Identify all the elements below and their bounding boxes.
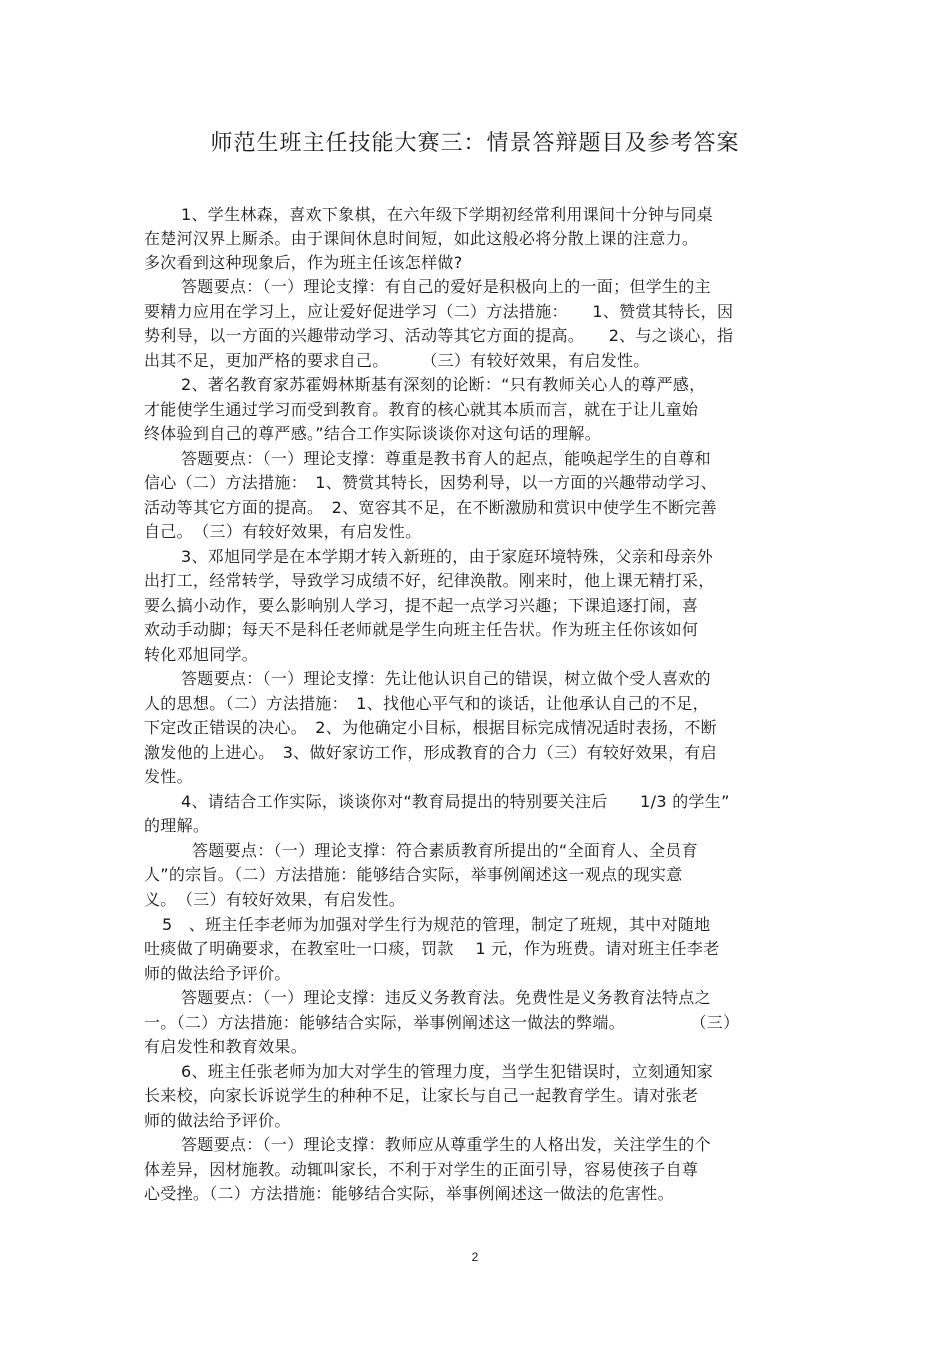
text-line: 答题要点：（一）理论支撑：教师应从尊重学生的人格出发，关注学生的个 [181,1135,711,1154]
text-line: 出打工，经常转学，导致学习成绩不好，纪律涣散。刚来时，他上课无精打采， [144,571,715,590]
text-line: 长来校，向家长诉说学生的种种不足，让家长与自己一起教育学生。请对张老 [144,1086,699,1105]
text-line: 的理解。 [144,816,210,835]
text-line: 答题要点：（一）理论支撑：尊重是教书育人的起点，能唤起学生的自尊和 [181,449,711,468]
text-line: 信心（二）方法措施： 1、赞赏其特长，因势利导，以一方面的兴趣带动学习、 [144,473,717,492]
text-line: 体差异，因材施教。动辄叫家长，不利于对学生的正面引导，容易使孩子自尊 [144,1160,699,1179]
document-title: 师范生班主任技能大赛三：情景答辩题目及参考答案 [210,131,740,156]
text-line: 出其不足，更加严格的要求自己。 （三）有较好效果，有启发性。 [144,351,650,370]
text-line: 转化邓旭同学。 [144,645,259,664]
text-line: 有启发性和教育效果。 [144,1037,308,1056]
text-line: 心受挫。（二）方法措施：能够结合实际，举事例阐述这一做法的危害性。 [144,1184,674,1203]
text-line: 人的思想。（二）方法措施： 1、找他心平气和的谈话，让他承认自己的不足， [144,694,709,713]
text-line: 要精力应用在学习上，应让爱好促进学习（二）方法措施： 1、赞赏其特长，因 [144,302,734,321]
text-line: 多次看到这种现象后，作为班主任该怎样做? [144,253,463,272]
text-line: 人”的宗旨。（二）方法措施：能够结合实际，举事例阐述这一观点的现实意 [144,865,683,884]
text-line: 一。（二）方法措施：能够结合实际，举事例阐述这一做法的弊端。 （三） [144,1013,740,1032]
text-line: 自己。 （三）有较好效果，有启发性。 [144,522,422,541]
text-line: 欢动手动脚；每天不是科任老师就是学生向班主任告状。作为班主任你该如何 [144,620,699,639]
text-line: 师的做法给予评价。 [144,1111,291,1130]
text-line: 答题要点：（一）理论支撑：先让他认识自己的错误，树立做个受人喜欢的 [181,669,711,688]
text-line: 终体验到自己的尊严感。”结合工作实际谈谈你对这句话的理解。 [144,424,601,443]
text-line: 活动等其它方面的提高。 2、宽容其不足，在不断激励和赏识中使学生不断完善 [144,498,717,517]
text-line: 义。 （三）有较好效果，有启发性。 [144,890,406,909]
text-line: 3、邓旭同学是在本学期才转入新班的，由于家庭环境特殊，父亲和母亲外 [181,547,714,566]
text-line: 答题要点：（一）理论支撑：违反义务教育法。免费性是义务教育法特点之 [181,988,711,1007]
text-line: 激发他的上进心。 3、做好家访工作，形成教育的合力（三）有较好效果，有启 [144,743,717,762]
text-line: 5 、班主任李老师为加强对学生行为规范的管理，制定了班规，其中对随地 [162,915,711,934]
text-line: 6、班主任张老师为加大对学生的管理力度，当学生犯错误时，立刻通知家 [181,1062,714,1081]
text-line: 1、学生林森，喜欢下象棋，在六年级下学期初经常利用课间十分钟与同桌 [181,205,714,224]
text-line: 才能使学生通过学习而受到教育。教育的核心就其本质而言，就在于让儿童始 [144,400,699,419]
text-line: 答题要点：（一）理论支撑：符合素质教育所提出的“全面育人、全员育 [192,841,698,860]
text-line: 要么搞小动作，要么影响别人学习，提不起一点学习兴趣；下课追逐打闹，喜 [144,596,699,615]
text-line: 吐痰做了明确要求，在教室吐一口痰，罚款 1 元，作为班费。请对班主任李老 [144,939,720,958]
text-line: 发性。 [144,767,193,786]
text-line: 下定改正错误的决心。 2、为他确定小目标，根据目标完成情况适时表扬，不断 [144,718,717,737]
text-line: 答题要点：（一）理论支撑：有自己的爱好是积极向上的一面；但学生的主 [181,277,711,296]
text-line: 势利导，以一方面的兴趣带动学习、活动等其它方面的提高。 2、与之谈心，指 [144,326,734,345]
text-line: 师的做法给予评价。 [144,964,291,983]
text-line: 2、著名教育家苏霍姆林斯基有深刻的论断：“只有教师关心人的尊严感， [181,375,706,394]
text-line: 4、请结合工作实际，谈谈你对“教育局提出的特别要关注后 1/3 的学生” [181,792,730,811]
page-number: 2 [471,1250,479,1264]
text-line: 在楚河汉界上厮杀。由于课间休息时间短，如此这般必将分散上课的注意力。 [144,229,699,248]
